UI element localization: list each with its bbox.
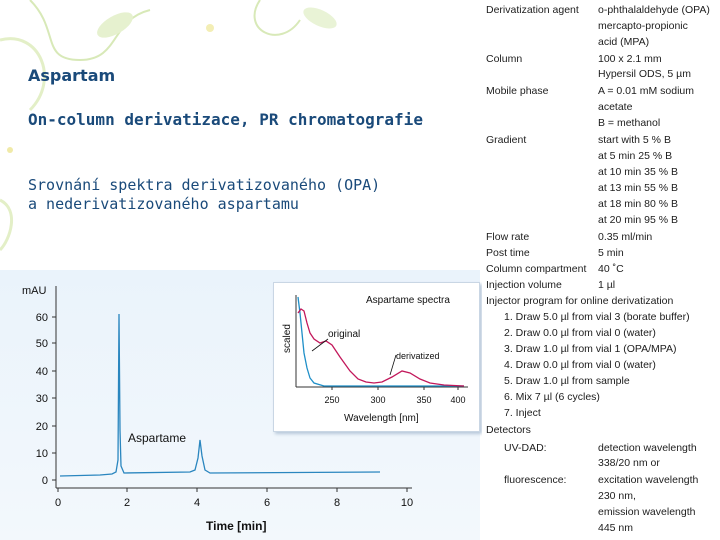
decorative-background (0, 0, 480, 280)
spectra-x-tick-label: 250 (324, 395, 340, 405)
fluorescence-value-1: excitation wavelength (598, 474, 699, 486)
y-tick-label: 40 (35, 366, 48, 378)
derivatized-label: derivatized (396, 351, 440, 361)
x-tick-label: 10 (400, 497, 414, 509)
uv-detector-label: UV-DAD: (504, 442, 547, 454)
column-compartment-value: 40 ˚C (598, 263, 624, 275)
gradient-step-5: at 18 min 80 % B (598, 198, 678, 210)
derivatization-agent-value-1: o-phthalaldehyde (OPA) (598, 4, 710, 16)
spectra-y-label: scaled (282, 324, 293, 353)
injector-step-1: 1. Draw 5.0 µl from vial 3 (borate buffer) (504, 311, 690, 323)
mobile-phase-value-1: A = 0.01 mM sodium (598, 85, 695, 97)
spectra-title: Aspartame spectra (366, 295, 450, 306)
derivatization-agent-label: Derivatization agent (486, 4, 579, 16)
y-unit-label: mAU (22, 285, 47, 297)
original-pointer (312, 339, 328, 351)
spectra-plot (274, 283, 479, 431)
uv-detector-value-2: 338/20 nm or (598, 457, 660, 469)
slide-subtitle: On-column derivatizace, PR chromatografie (28, 110, 423, 129)
detectors-label: Detectors (486, 424, 531, 436)
derivatization-agent-value-3: acid (MPA) (598, 36, 650, 48)
derivatized-spectrum (298, 309, 464, 386)
uv-detector-value-1: detection wavelength (598, 442, 697, 454)
injector-step-4: 4. Draw 0.0 µl from vial 0 (water) (504, 359, 656, 371)
y-tick-group (36, 312, 56, 487)
injector-step-7: 7. Inject (504, 407, 541, 419)
spectra-x-tick-label: 350 (416, 395, 432, 405)
injection-volume-label: Injection volume (486, 279, 562, 291)
post-time-value: 5 min (598, 247, 624, 259)
flow-rate-value: 0.35 ml/min (598, 231, 653, 243)
derivatized-pointer (390, 355, 396, 375)
y-tick-label: 20 (35, 421, 48, 433)
x-tick-label: 8 (333, 497, 341, 509)
injector-step-5: 5. Draw 1.0 µl from sample (504, 375, 630, 387)
fluorescence-label: fluorescence: (504, 474, 567, 486)
fluorescence-value-4: 445 nm (598, 522, 634, 534)
original-label: original (328, 329, 361, 340)
mobile-phase-value-3: B = methanol (598, 117, 661, 129)
injection-volume-value: 1 µl (598, 279, 616, 291)
gradient-step-1: start with 5 % B (598, 134, 671, 146)
flow-rate-label: Flow rate (486, 231, 530, 243)
slide-title: Aspartam (28, 66, 116, 85)
derivatization-agent-value-2: mercapto-propionic (598, 20, 688, 32)
x-tick-label: 0 (54, 497, 62, 509)
spectra-inset (273, 282, 480, 432)
mobile-phase-label: Mobile phase (486, 85, 549, 97)
peak-label: Aspartame (128, 431, 187, 445)
x-tick-label: 6 (263, 497, 271, 509)
column-value-1: 100 x 2.1 mm (598, 53, 662, 65)
mobile-phase-value-2: acetate (598, 101, 633, 113)
comparison-line-1: Srovnání spektra derivatizovaného (OPA) (28, 176, 381, 194)
spectra-x-tick-label: 300 (370, 395, 386, 405)
fluorescence-value-2: 230 nm, (598, 490, 636, 502)
column-value-2: Hypersil ODS, 5 µm (598, 68, 691, 80)
fluorescence-value-3: emission wavelength (598, 506, 696, 518)
x-tick-group (55, 488, 413, 509)
x-axis-label: Time [min] (206, 519, 267, 533)
conditions-panel (482, 0, 720, 540)
gradient-step-2: at 5 min 25 % B (598, 150, 673, 162)
comparison-text (28, 176, 380, 214)
y-tick-label: 30 (35, 393, 48, 405)
y-tick-label: 50 (35, 338, 48, 350)
spectra-x-tick-group (324, 387, 465, 405)
comparison-line-2: a nederivatizovaného aspartamu (28, 195, 299, 213)
gradient-step-3: at 10 min 35 % B (598, 166, 678, 178)
column-label: Column (486, 53, 523, 65)
x-tick-label: 2 (123, 497, 131, 509)
y-tick-label: 60 (35, 312, 48, 324)
spectra-x-tick-label: 400 (450, 395, 466, 405)
gradient-label: Gradient (486, 134, 527, 146)
column-compartment-label: Column compartment (486, 263, 587, 275)
spectra-x-label: Wavelength [nm] (344, 413, 419, 424)
gradient-step-4: at 13 min 55 % B (598, 182, 678, 194)
injector-step-2: 2. Draw 0.0 µl from vial 0 (water) (504, 327, 656, 339)
gradient-step-6: at 20 min 95 % B (598, 214, 678, 226)
x-tick-label: 4 (193, 497, 201, 509)
post-time-label: Post time (486, 247, 530, 259)
injector-step-6: 6. Mix 7 µl (6 cycles) (504, 391, 600, 403)
injector-program-label: Injector program for online derivatization (486, 295, 674, 307)
injector-step-3: 3. Draw 1.0 µl from vial 1 (OPA/MPA) (504, 343, 677, 355)
y-tick-label: 10 (35, 448, 48, 460)
y-tick-label: 0 (41, 475, 48, 487)
